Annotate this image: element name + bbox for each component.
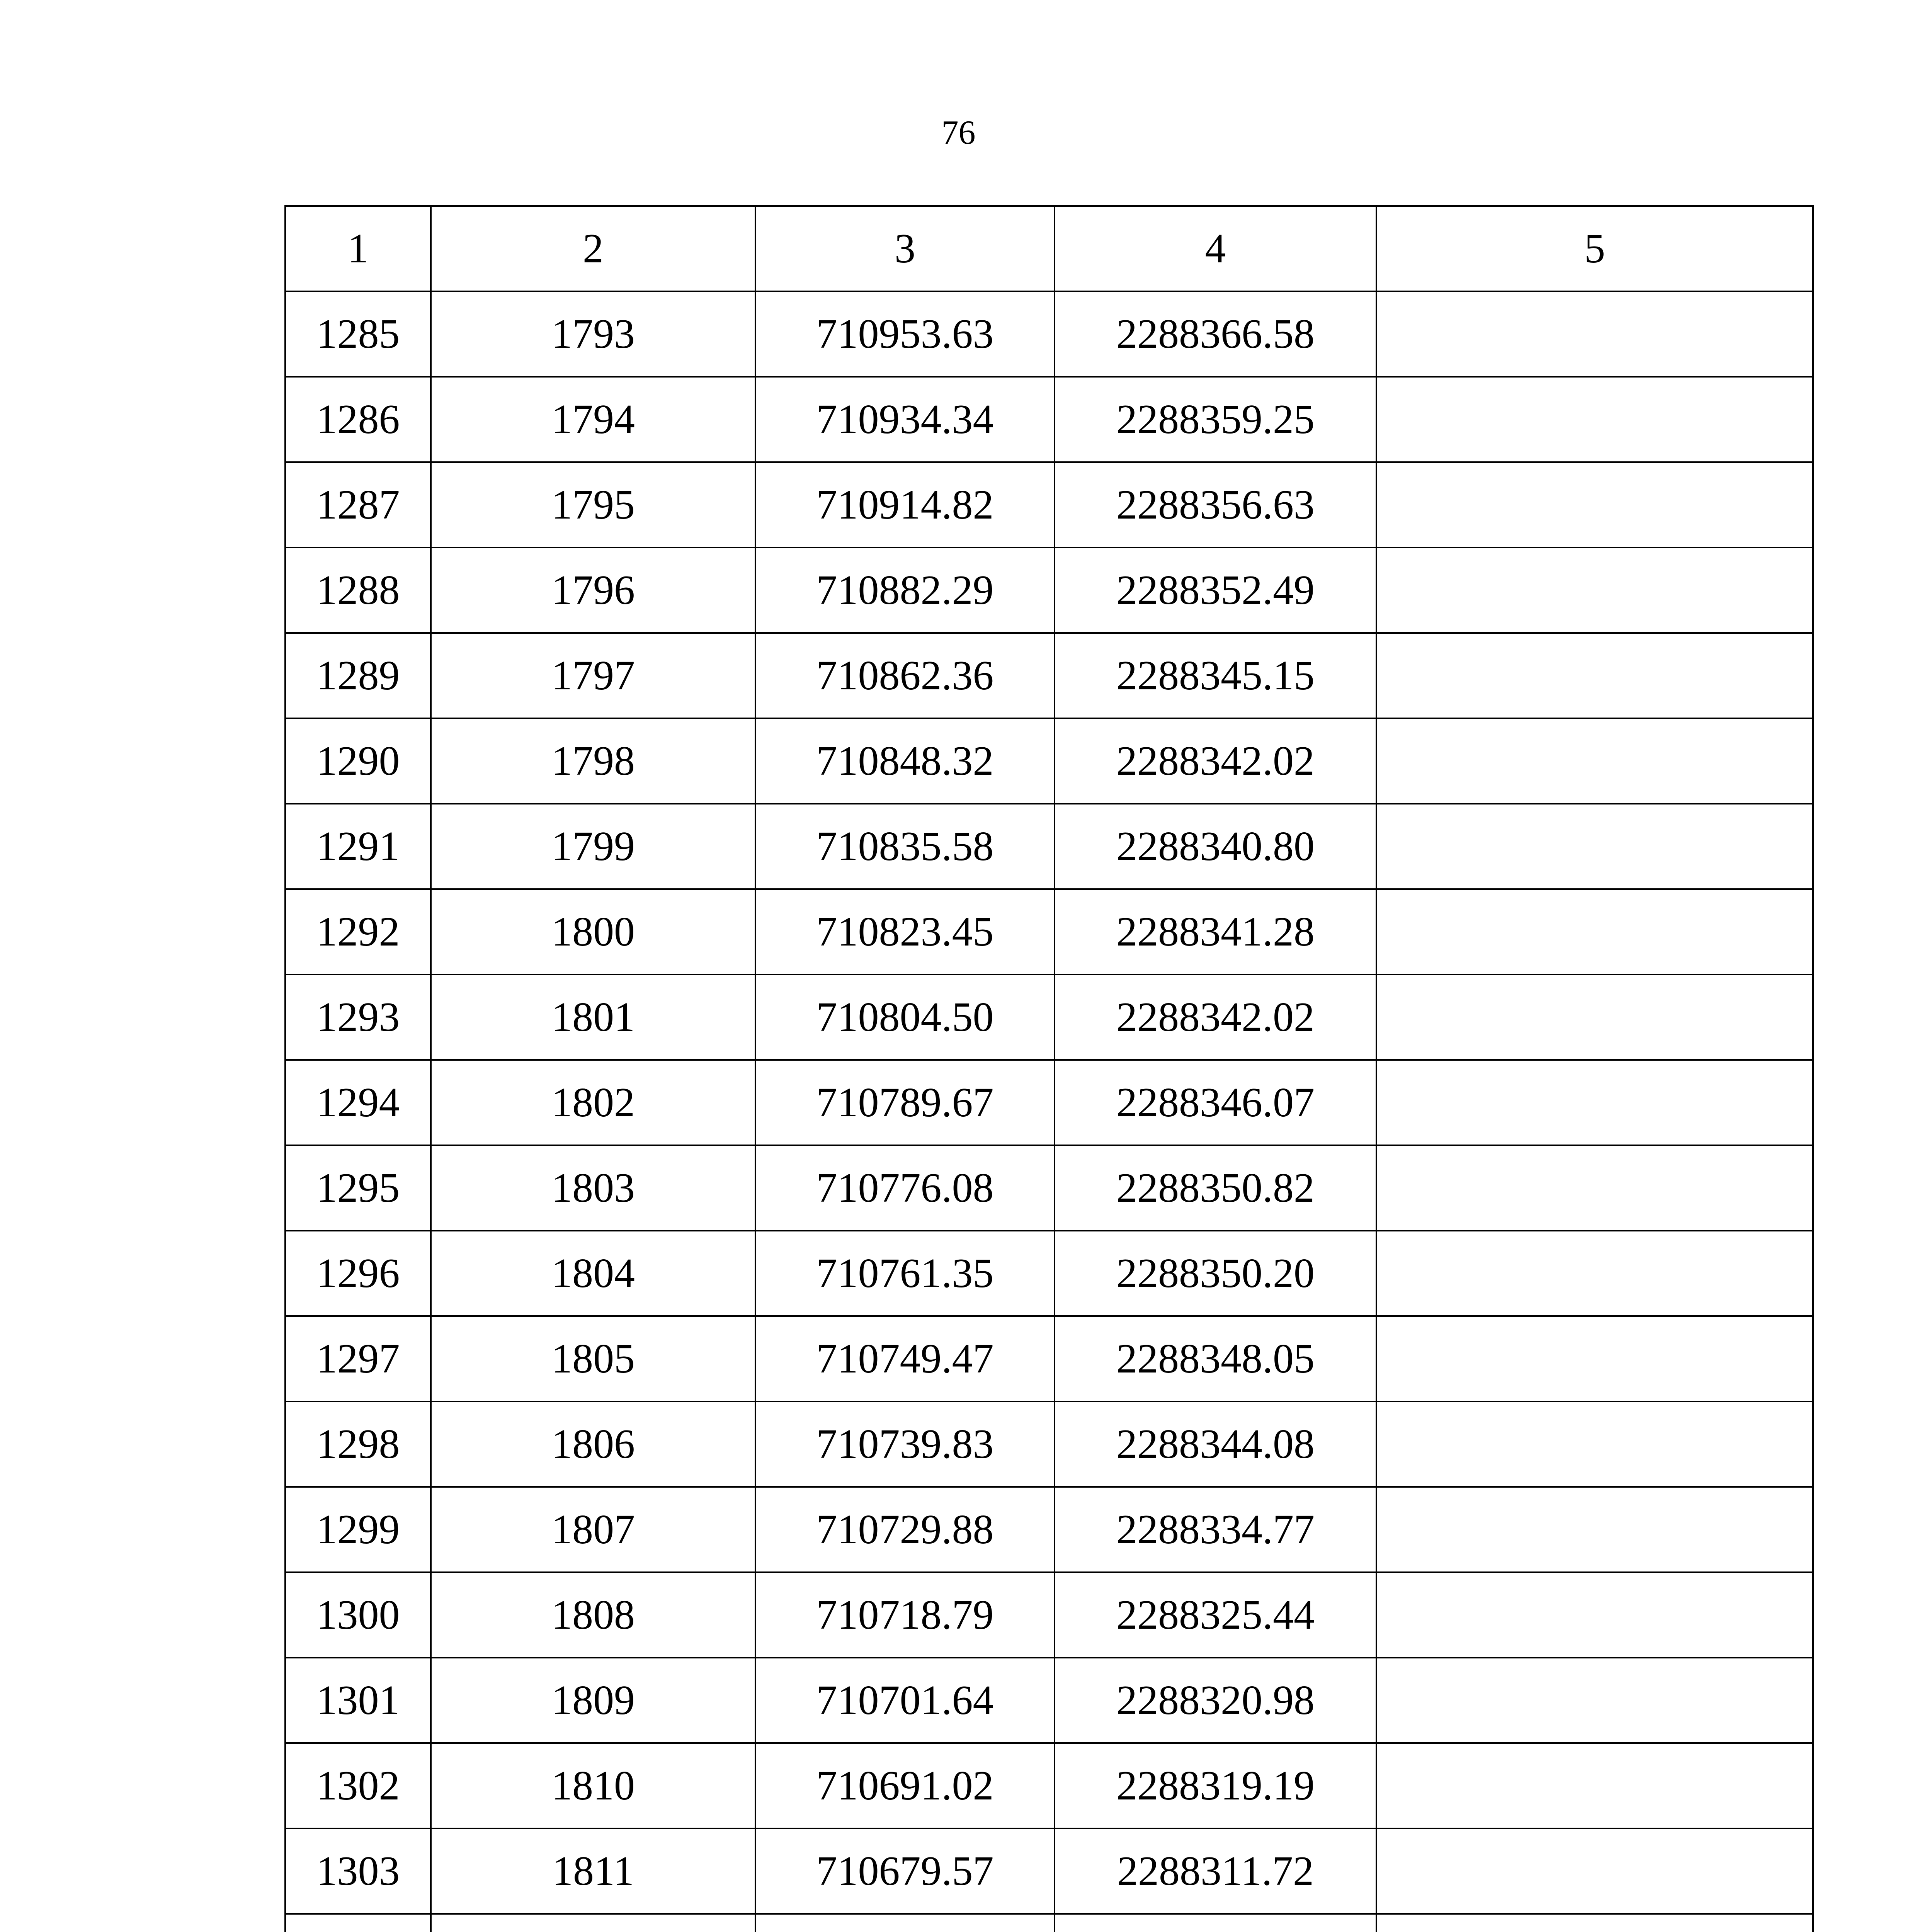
table-row [285, 1914, 1813, 1932]
table-cell: 1299 [285, 1487, 431, 1572]
table-cell: 2288342.02 [1055, 975, 1376, 1060]
table-row [285, 1316, 1813, 1401]
table-cell: 1295 [285, 1145, 431, 1231]
table-cell: 2288342.02 [1055, 718, 1376, 804]
table-cell [1055, 1914, 1376, 1932]
table-cell: 1807 [431, 1487, 755, 1572]
table-cell [755, 1914, 1055, 1932]
table-cell: 1809 [431, 1658, 755, 1743]
table-row [285, 804, 1813, 889]
table-cell [1376, 975, 1813, 1060]
table-cell: 2288340.80 [1055, 804, 1376, 889]
table-row [285, 291, 1813, 377]
column-header: 5 [1376, 206, 1813, 291]
table-cell: 710914.82 [755, 462, 1055, 548]
table-cell: 2288352.49 [1055, 548, 1376, 633]
table-row [285, 548, 1813, 633]
table-row [285, 718, 1813, 804]
table-cell: 710691.02 [755, 1743, 1055, 1828]
table-cell: 710749.47 [755, 1316, 1055, 1401]
table-cell [285, 1914, 431, 1932]
table-row [285, 462, 1813, 548]
table-cell: 2288348.05 [1055, 1316, 1376, 1401]
table-row [285, 1060, 1813, 1145]
table-cell: 710882.29 [755, 548, 1055, 633]
table-cell: 2288341.28 [1055, 889, 1376, 975]
table-cell: 2288325.44 [1055, 1572, 1376, 1658]
table-cell: 1293 [285, 975, 431, 1060]
table-cell [1376, 1401, 1813, 1487]
table-cell: 1795 [431, 462, 755, 548]
table-cell [1376, 1572, 1813, 1658]
table-cell: 1294 [285, 1060, 431, 1145]
table-row [285, 377, 1813, 462]
table-row [285, 889, 1813, 975]
table-cell [1376, 1487, 1813, 1572]
table-row [285, 1487, 1813, 1572]
table-cell: 710862.36 [755, 633, 1055, 718]
table-cell: 2288350.82 [1055, 1145, 1376, 1231]
table-cell: 2288311.72 [1055, 1828, 1376, 1914]
table-row [285, 1231, 1813, 1316]
table-cell: 2288350.20 [1055, 1231, 1376, 1316]
table-row [285, 633, 1813, 718]
table-cell: 2288344.08 [1055, 1401, 1376, 1487]
table-cell: 710835.58 [755, 804, 1055, 889]
table-cell: 710934.34 [755, 377, 1055, 462]
table-cell: 2288334.77 [1055, 1487, 1376, 1572]
table-cell [1376, 1743, 1813, 1828]
table-cell: 710729.88 [755, 1487, 1055, 1572]
table-cell [1376, 1231, 1813, 1316]
table-cell: 2288356.63 [1055, 462, 1376, 548]
coordinates-table [284, 205, 1814, 1932]
table-cell: 1296 [285, 1231, 431, 1316]
table-cell: 2288359.25 [1055, 377, 1376, 462]
page-number: 76 [941, 114, 976, 151]
table-cell: 710804.50 [755, 975, 1055, 1060]
table-cell: 1796 [431, 548, 755, 633]
column-header: 2 [431, 206, 755, 291]
column-header: 3 [755, 206, 1055, 291]
table-row [285, 1572, 1813, 1658]
table-row [285, 975, 1813, 1060]
table-cell [1376, 889, 1813, 975]
table-cell: 1302 [285, 1743, 431, 1828]
table-cell: 710701.64 [755, 1658, 1055, 1743]
table-cell: 1298 [285, 1401, 431, 1487]
table-cell: 710953.63 [755, 291, 1055, 377]
table-cell: 1793 [431, 291, 755, 377]
table-cell [1376, 1828, 1813, 1914]
table-cell [1376, 1060, 1813, 1145]
table-cell [1376, 291, 1813, 377]
table-cell: 2288366.58 [1055, 291, 1376, 377]
table-cell: 1286 [285, 377, 431, 462]
table-row [285, 1401, 1813, 1487]
table-cell: 2288346.07 [1055, 1060, 1376, 1145]
table-cell: 710679.57 [755, 1828, 1055, 1914]
table-cell [1376, 1145, 1813, 1231]
table-header-row [285, 206, 1813, 291]
table-cell: 710761.35 [755, 1231, 1055, 1316]
table-cell: 1291 [285, 804, 431, 889]
table-cell: 710789.67 [755, 1060, 1055, 1145]
table-cell: 1804 [431, 1231, 755, 1316]
table-cell: 1798 [431, 718, 755, 804]
table-cell [1376, 1316, 1813, 1401]
column-header: 1 [285, 206, 431, 291]
table-cell: 1806 [431, 1401, 755, 1487]
table-cell: 1300 [285, 1572, 431, 1658]
table-cell: 710776.08 [755, 1145, 1055, 1231]
table-cell: 1802 [431, 1060, 755, 1145]
table-cell: 1800 [431, 889, 755, 975]
table-cell: 1797 [431, 633, 755, 718]
table-cell: 2288320.98 [1055, 1658, 1376, 1743]
table-row [285, 1828, 1813, 1914]
table-cell: 1301 [285, 1658, 431, 1743]
table-cell: 1287 [285, 462, 431, 548]
table-cell [1376, 804, 1813, 889]
table-cell: 710848.32 [755, 718, 1055, 804]
table-row [285, 1145, 1813, 1231]
column-header: 4 [1055, 206, 1376, 291]
table-cell: 1289 [285, 633, 431, 718]
table-cell: 1285 [285, 291, 431, 377]
table-cell [1376, 1914, 1813, 1932]
table-cell [431, 1914, 755, 1932]
table-cell: 1290 [285, 718, 431, 804]
table-cell: 1297 [285, 1316, 431, 1401]
table-cell [1376, 462, 1813, 548]
table-cell: 2288345.15 [1055, 633, 1376, 718]
table-cell: 1303 [285, 1828, 431, 1914]
table-cell: 1292 [285, 889, 431, 975]
table-cell: 1810 [431, 1743, 755, 1828]
table-cell: 710823.45 [755, 889, 1055, 975]
table-cell [1376, 377, 1813, 462]
table-cell: 1811 [431, 1828, 755, 1914]
table-cell [1376, 633, 1813, 718]
table-cell: 1799 [431, 804, 755, 889]
table-cell: 1794 [431, 377, 755, 462]
table-cell: 710718.79 [755, 1572, 1055, 1658]
table-cell: 1288 [285, 548, 431, 633]
table-cell: 1805 [431, 1316, 755, 1401]
table-cell [1376, 718, 1813, 804]
table-cell: 710739.83 [755, 1401, 1055, 1487]
table-cell [1376, 548, 1813, 633]
table-cell: 1803 [431, 1145, 755, 1231]
table-row [285, 1743, 1813, 1828]
table-cell: 2288319.19 [1055, 1743, 1376, 1828]
table-cell [1376, 1658, 1813, 1743]
table-cell: 1801 [431, 975, 755, 1060]
table-body [285, 206, 1813, 1932]
table-cell: 1808 [431, 1572, 755, 1658]
table-row [285, 1658, 1813, 1743]
